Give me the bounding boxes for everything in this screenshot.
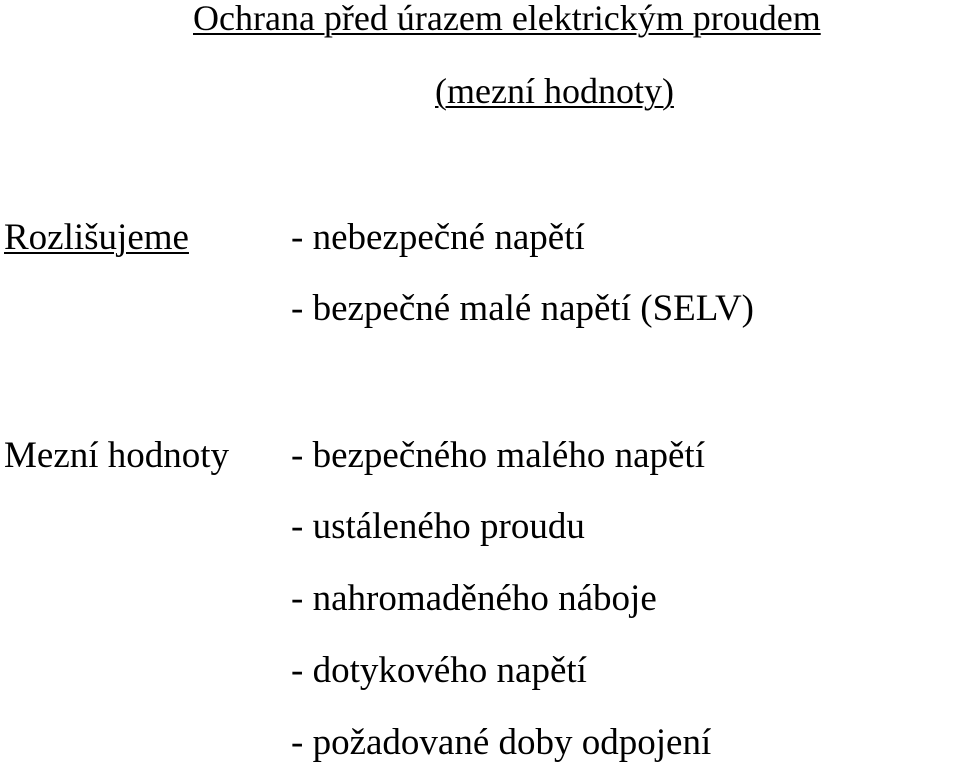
section-label-limits: Mezní hodnoty bbox=[4, 435, 230, 476]
list-item: - požadované doby odpojení bbox=[291, 722, 712, 763]
title-line-1: Ochrana před úrazem elektrickým proudem bbox=[193, 0, 821, 38]
list-item: - bezpečné malé napětí (SELV) bbox=[291, 288, 754, 329]
list-item: - dotykového napětí bbox=[291, 650, 587, 691]
title-line-2: (mezní hodnoty) bbox=[435, 71, 674, 111]
list-item: - bezpečného malého napětí bbox=[291, 435, 705, 476]
list-item: - nebezpečné napětí bbox=[291, 217, 585, 258]
section-label-distinguish: Rozlišujeme bbox=[4, 217, 189, 258]
list-item: - nahromaděného náboje bbox=[291, 578, 657, 619]
list-item: - ustáleného proudu bbox=[291, 506, 585, 547]
